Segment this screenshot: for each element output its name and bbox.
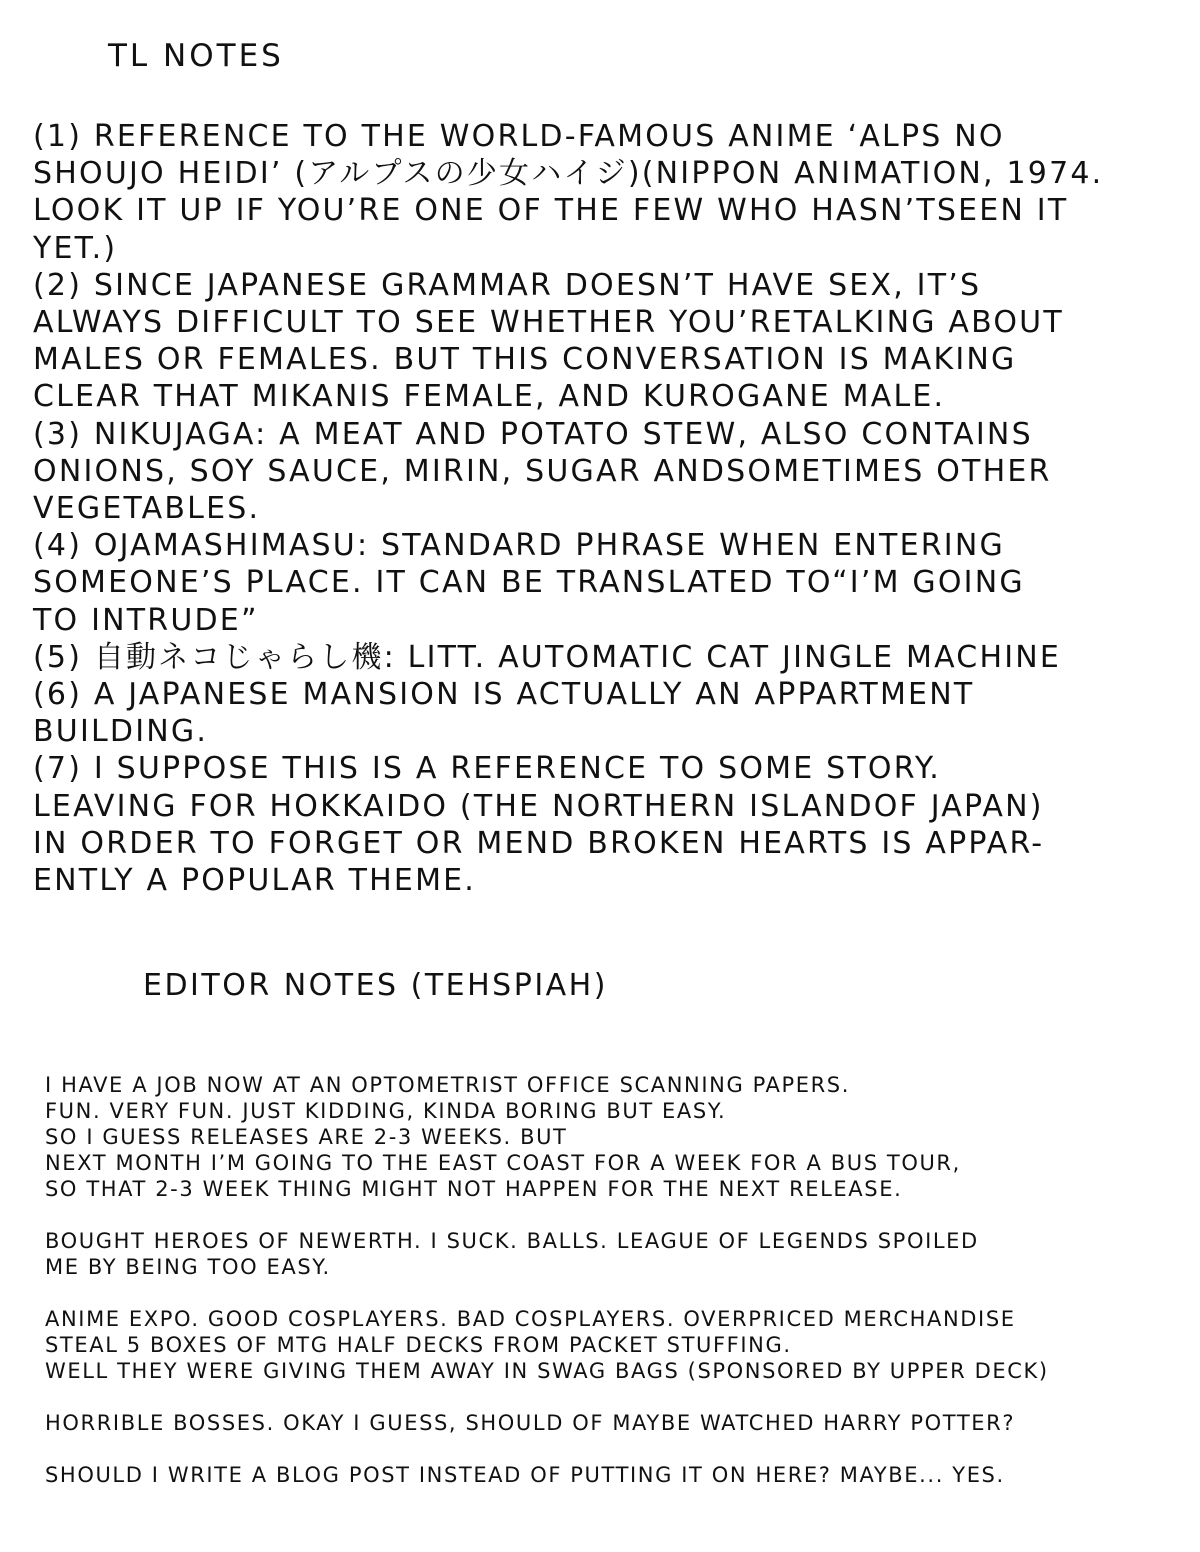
- tl-note-line: (3) NIKUJAGA: A MEAT AND POTATO STEW, ALSO CONTAINS: [33, 416, 1033, 452]
- tl-note-line: ALWAYS DIFFICULT TO SEE WHETHER YOU’RETALKING ABOUT: [33, 305, 1064, 341]
- editor-line: NEXT MONTH I’M GOING TO THE EAST COAST FOR A WEEK FOR A BUS TOUR,: [45, 1151, 961, 1175]
- editor-paragraph: [45, 1072, 1175, 1202]
- editor-line: ANIME EXPO. GOOD COSPLAYERS. BAD COSPLAYERS. OVERPRICED MERCHANDISE: [45, 1307, 1016, 1331]
- editor-line: I HAVE A JOB NOW AT AN OPTOMETRIST OFFICE SCANNING PAPERS.: [45, 1073, 851, 1097]
- tl-note-line: (2) SINCE JAPANESE GRAMMAR DOESN’T HAVE SEX, IT’S: [33, 267, 982, 303]
- tl-note-line: CLEAR THAT MIKANIS FEMALE, AND KUROGANE MALE.: [33, 379, 946, 415]
- editor-line: FUN. VERY FUN. JUST KIDDING, KINDA BORING BUT EASY.: [45, 1099, 727, 1123]
- editor-line: WELL THEY WERE GIVING THEM AWAY IN SWAG BAGS (SPONSORED BY UPPER DECK): [45, 1359, 1049, 1383]
- tl-note-line: (7) I SUPPOSE THIS IS A REFERENCE TO SOME STORY.: [33, 751, 942, 787]
- editor-paragraph: [45, 1306, 1175, 1384]
- tl-note-line: BUILDING.: [33, 714, 209, 750]
- tl-notes-list: [33, 118, 1168, 899]
- tl-note-line: (5) 自動ネコじゃらし機: LITT. AUTOMATIC CAT JINGLE MACHINE: [33, 639, 1062, 675]
- editor-notes-body: [45, 1072, 1175, 1488]
- editor-notes-heading: EDITOR NOTES (TEHSPIAH): [143, 968, 608, 1003]
- tl-note-line: ENTLY A POPULAR THEME.: [33, 863, 477, 899]
- tl-note-line: SHOUJO HEIDI’ (アルプスの少女ハイジ)(NIPPON ANIMATION, 1974.: [33, 156, 1104, 192]
- tl-note-line: MALES OR FEMALES. BUT THIS CONVERSATION IS MAKING: [33, 342, 1017, 378]
- tl-note-line: YET.): [33, 230, 118, 266]
- tl-note-line: IN ORDER TO FORGET OR MEND BROKEN HEARTS IS APPAR-: [33, 825, 1045, 861]
- editor-paragraph: [45, 1228, 1175, 1280]
- tl-note-line: VEGETABLES.: [33, 491, 261, 527]
- editor-line: SO THAT 2-3 WEEK THING MIGHT NOT HAPPEN FOR THE NEXT RELEASE.: [45, 1177, 903, 1201]
- editor-paragraph: [45, 1410, 1175, 1436]
- editor-line: SHOULD I WRITE A BLOG POST INSTEAD OF PUTTING IT ON HERE? MAYBE... YES.: [45, 1463, 1005, 1487]
- tl-notes-heading: TL NOTES: [108, 38, 284, 74]
- editor-line: HORRIBLE BOSSES. OKAY I GUESS, SHOULD OF MAYBE WATCHED HARRY POTTER?: [45, 1411, 1016, 1435]
- editor-line: STEAL 5 BOXES OF MTG HALF DECKS FROM PACKET STUFFING.: [45, 1333, 792, 1357]
- tl-note-line: LOOK IT UP IF YOU’RE ONE OF THE FEW WHO HASN’TSEEN IT: [33, 193, 1069, 229]
- tl-note-line: (6) A JAPANESE MANSION IS ACTUALLY AN APPARTMENT: [33, 677, 975, 713]
- tl-note-line: TO INTRUDE”: [33, 602, 259, 638]
- editor-line: BOUGHT HEROES OF NEWERTH. I SUCK. BALLS. LEAGUE OF LEGENDS SPOILED: [45, 1229, 979, 1253]
- editor-line: ME BY BEING TOO EASY.: [45, 1255, 331, 1279]
- tl-note-line: LEAVING FOR HOKKAIDO (THE NORTHERN ISLANDOF JAPAN): [33, 788, 1044, 824]
- editor-line: SO I GUESS RELEASES ARE 2-3 WEEKS. BUT: [45, 1125, 568, 1149]
- tl-note-line: (1) REFERENCE TO THE WORLD-FAMOUS ANIME ‘ALPS NO: [33, 119, 1005, 154]
- tl-note-line: ONIONS, SOY SAUCE, MIRIN, SUGAR ANDSOMETIMES OTHER: [33, 453, 1052, 489]
- tl-note-line: (4) OJAMASHIMASU: STANDARD PHRASE WHEN ENTERING: [33, 528, 1005, 564]
- editor-paragraph: [45, 1462, 1175, 1488]
- tl-note-line: SOMEONE’S PLACE. IT CAN BE TRANSLATED TO“I’M GOING: [33, 565, 1025, 601]
